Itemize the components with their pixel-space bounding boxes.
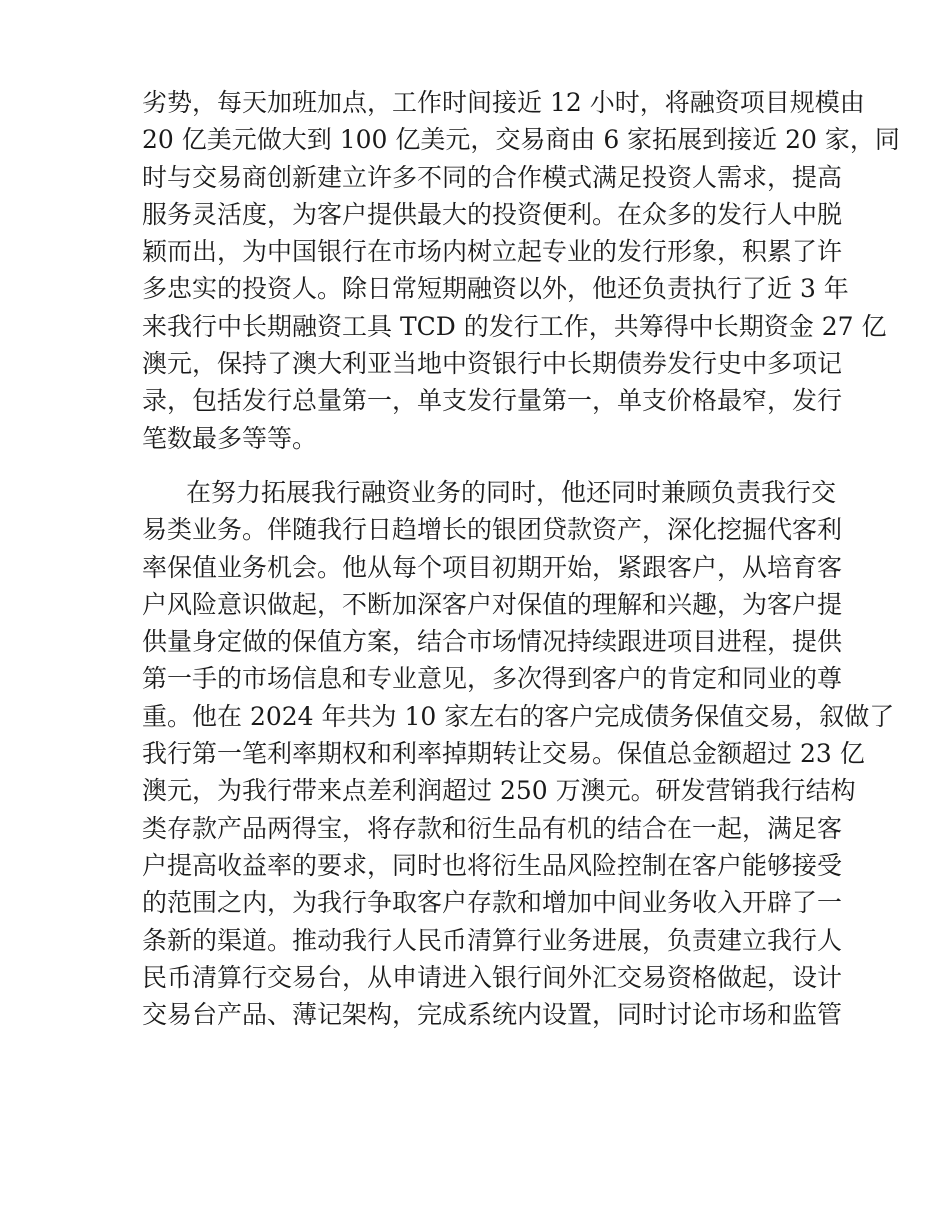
- text-line: 笔数最多等等。: [142, 423, 318, 453]
- text-line: 户风险意识做起，不断加深客户对保值的理解和兴趣，为客户提: [142, 589, 843, 619]
- text-line: 劣势，每天加班加点，工作时间接近 12 小时，将融资项目规模由: [142, 88, 865, 117]
- text-line: 时与交易商创新建立许多不同的合作模式满足投资人需求，提高: [142, 162, 843, 192]
- text-line: 服务灵活度，为客户提供最大的投资便利。在众多的发行人中脱: [142, 199, 843, 229]
- text-line: 户提高收益率的要求，同时也将衍生品风险控制在客户能够接受: [142, 850, 843, 880]
- text-line: 多忠实的投资人。除日常短期融资以外，他还负责执行了近 3 年: [142, 274, 849, 304]
- paragraph-2: [142, 474, 895, 1033]
- text-line: 供量身定做的保值方案，结合市场情况持续跟进项目进程，提供: [142, 627, 843, 657]
- text-line: 民币清算行交易台，从申请进入银行间外汇交易资格做起，设计: [142, 962, 843, 992]
- text-line: 来我行中长期融资工具 TCD 的发行工作，共筹得中长期资金 27 亿: [142, 311, 887, 341]
- text-line: 20 亿美元做大到 100 亿美元，交易商由 6 家拓展到接近 20 家，同: [142, 125, 900, 155]
- text-line: 条新的渠道。推动我行人民币清算行业务进展，负责建立我行人: [142, 925, 843, 955]
- text-line: 易类业务。伴随我行日趋增长的银团贷款资产，深化挖掘代客利: [142, 515, 843, 545]
- text-line: 在努力拓展我行融资业务的同时，他还同时兼顾负责我行交: [186, 477, 837, 507]
- text-line: 录，包括发行总量第一，单支发行量第一，单支价格最窄，发行: [142, 386, 843, 416]
- text-line: 我行第一笔利率期权和利率掉期转让交易。保值总金额超过 23 亿: [142, 739, 865, 769]
- text-line: 的范围之内，为我行争取客户存款和增加中间业务收入开辟了一: [142, 888, 843, 918]
- text-line: 重。他在 2024 年共为 10 家左右的客户完成债务保值交易，叙做了: [142, 701, 895, 731]
- text-line: 澳元，为我行带来点差利润超过 250 万澳元。研发营销我行结构: [142, 776, 856, 806]
- text-line: 澳元，保持了澳大利亚当地中资银行中长期债券发行史中多项记: [142, 349, 843, 379]
- text-line: 第一手的市场信息和专业意见，多次得到客户的肯定和同业的尊: [142, 664, 843, 694]
- text-line: 交易台产品、薄记架构，完成系统内设置，同时讨论市场和监管: [142, 1000, 843, 1030]
- document-page: [142, 84, 900, 1033]
- text-line: 类存款产品两得宝，将存款和衍生品有机的结合在一起，满足客: [142, 813, 843, 843]
- paragraph-1: [142, 84, 900, 457]
- text-line: 率保值业务机会。他从每个项目初期开始，紧跟客户，从培育客: [142, 552, 843, 582]
- text-line: 颖而出，为中国银行在市场内树立起专业的发行形象，积累了许: [142, 237, 843, 267]
